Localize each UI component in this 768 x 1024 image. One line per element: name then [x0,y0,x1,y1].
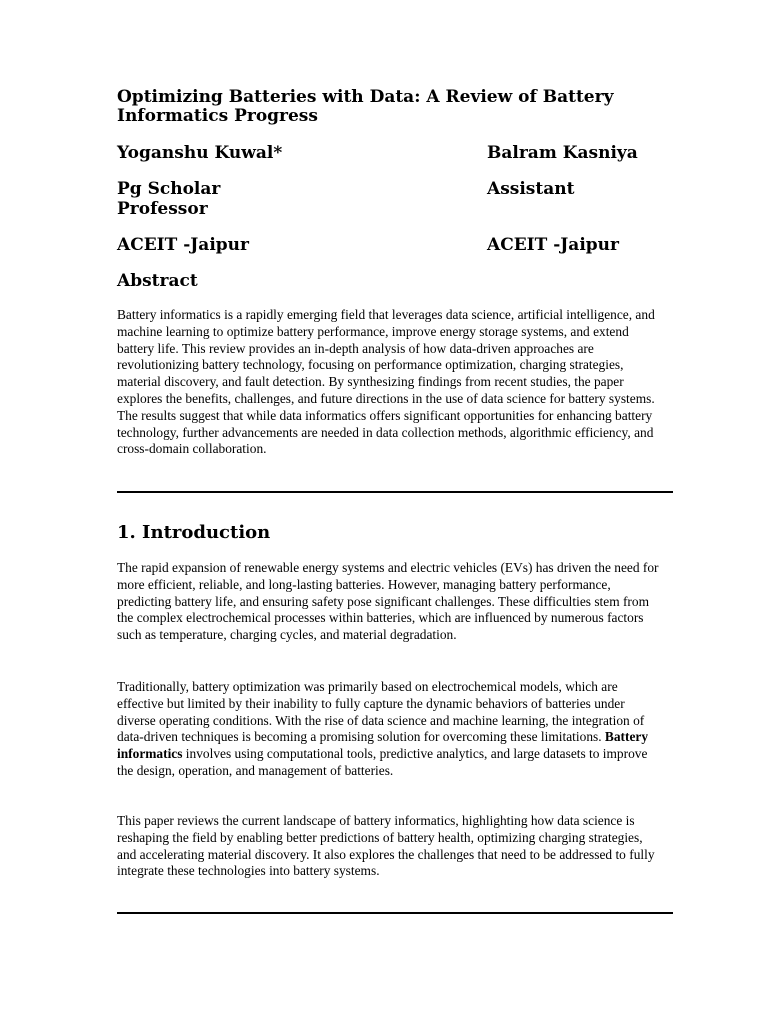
section-divider-bottom [117,912,673,914]
author-role-wrap: Professor [117,199,208,219]
intro-paragraph-1: The rapid expansion of renewable energy systems and electric vehicles (EVs) has driven the need for more efficient, reliable, and long-lasting batteries. However, managing battery performance, predicting battery life, and ensuring safety pose significant challenges. These difficulties stem from the complex electrochemical processes within batteries, which are influenced by numerous factors such as temperature, charging cycles, and material degradation. [117,560,659,643]
section-divider-top [117,491,673,493]
author-role-right: Assistant [487,179,575,199]
intro-p2-after: involves using computational tools, predictive analytics, and large datasets to improve the design, operation, and management of batteries. [117,746,648,778]
paper-title: Optimizing Batteries with Data: A Review of Battery Informatics Progress [117,87,614,126]
introduction-heading: 1. Introduction [117,522,271,543]
author-name-left: Yoganshu Kuwal* [117,143,283,163]
intro-paragraph-2 [117,679,662,780]
author-affiliation-right: ACEIT -Jaipur [487,235,619,255]
abstract-text: Battery informatics is a rapidly emerging field that leverages data science, artificial intelligence, and machine learning to optimize battery performance, improve energy storage systems, and extend battery life. This review provides an in-depth analysis of how data-driven approaches are revolutionizing battery technology, focusing on performance optimization, charging strategies, material discovery, and fault detection. By synthesizing findings from recent studies, the paper explores the benefits, challenges, and future directions in the use of data science for battery systems. The results suggest that while data informatics offers significant opportunities for enhancing battery technology, further advancements are needed in data collection methods, algorithmic efficiency, and cross-domain collaboration. [117,307,655,457]
intro-p2-bold-term: Battery informatics [117,729,649,762]
author-role-left: Pg Scholar [117,179,221,199]
author-affiliation-left: ACEIT -Jaipur [117,235,249,255]
intro-p2-before: Traditionally, battery optimization was primarily based on electrochemical models, which are effective but limited by their inability to fully capture the dynamic behaviors of batteries under diverse operating conditions. With the rise of data science and machine learning, the integration of data-driven techniques is becoming a promising solution for overcoming these limitations. [117,679,645,745]
abstract-heading: Abstract [117,271,198,291]
intro-paragraph-3: This paper reviews the current landscape of battery informatics, highlighting how data science is reshaping the field by enabling better predictions of battery health, optimizing charging strategies, and accelerating material discovery. It also explores the challenges that need to be addressed to fully integrate these technologies into battery systems. [117,813,655,879]
author-name-right: Balram Kasniya [487,143,638,163]
